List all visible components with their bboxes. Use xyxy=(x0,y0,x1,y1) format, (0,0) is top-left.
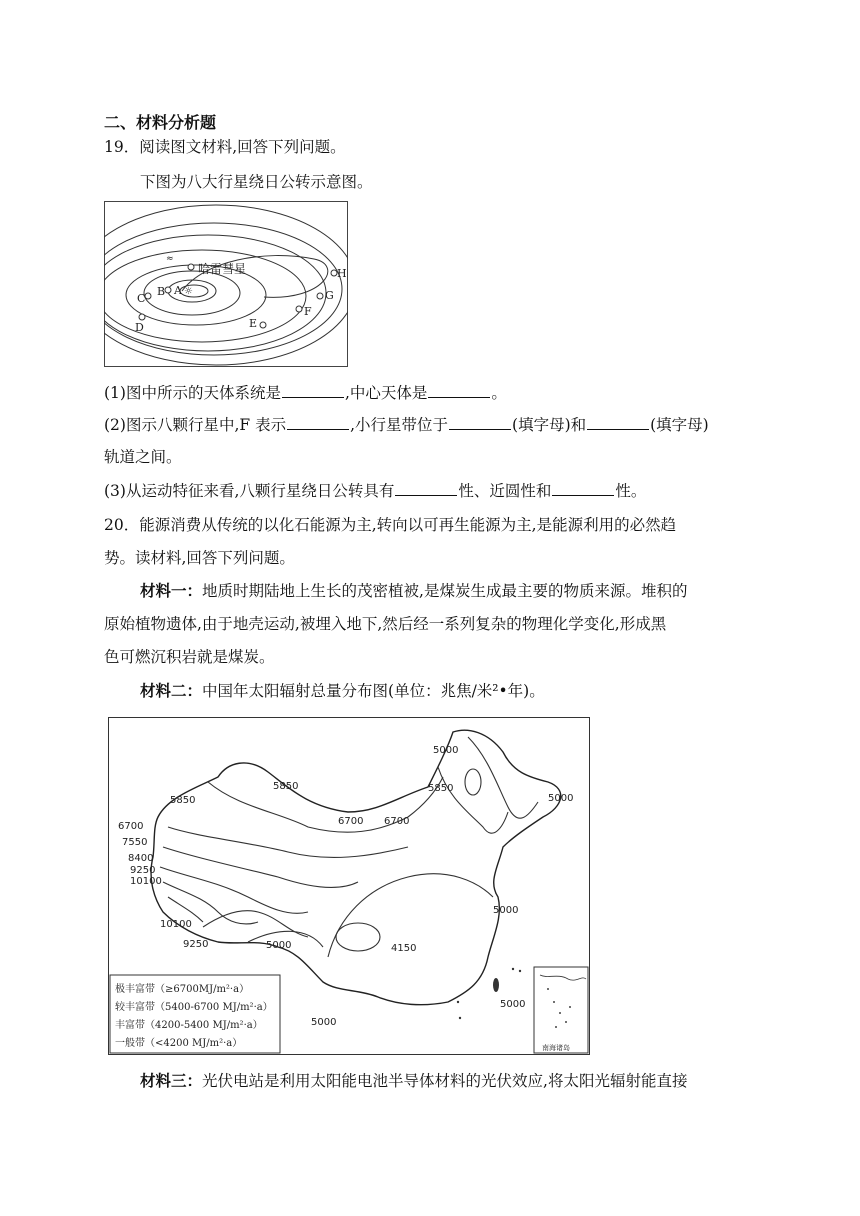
material2-label: 材料二： xyxy=(140,681,203,700)
q20-stem-line1 xyxy=(104,513,676,535)
material2-text: 中国年太阳辐射总量分布图(单位：兆焦/米²•年)。 xyxy=(202,682,545,700)
q19-sub3 xyxy=(104,479,646,501)
legend-item: 极丰富带（≥6700MJ/m²·a） xyxy=(115,984,250,995)
planet-label-b: B xyxy=(157,285,166,298)
legend-item: 较丰富带（5400-6700 MJ/m²·a） xyxy=(115,1002,273,1013)
inset-label: 南海诸岛 xyxy=(542,1044,570,1052)
planet-label-f: F xyxy=(304,305,312,318)
contour-label: 6700 xyxy=(118,821,144,832)
q19-sub1-text-b: ,中心天体是 xyxy=(344,384,428,402)
q20-stem-line2: 势。读材料,回答下列问题。 xyxy=(104,549,295,567)
q19-sub2-text-a: (2)图示八颗行星中,F 表示 xyxy=(104,416,287,434)
comet-label: 哈雷彗星 xyxy=(198,262,247,276)
planet-label-d: D xyxy=(135,321,144,334)
q20-number: 20． xyxy=(104,516,140,534)
material1-label: 材料一： xyxy=(140,581,203,600)
material3-line xyxy=(140,1069,687,1091)
contour-label: 5850 xyxy=(273,781,299,792)
contour-label: 5850 xyxy=(428,783,454,794)
answer-blank[interactable] xyxy=(287,415,349,430)
contour-label: 5000 xyxy=(493,905,519,916)
comet-tail-icon: ≈ xyxy=(166,254,174,264)
q19-sub2-text-c: (填字母)和 xyxy=(512,416,587,434)
section-title: 二、材料分析题 xyxy=(104,113,217,132)
material1-line1 xyxy=(140,579,687,601)
planet-label-a: A xyxy=(174,284,182,297)
answer-blank[interactable] xyxy=(552,481,614,496)
planet-g-marker xyxy=(317,293,323,299)
q20-stem-text: 能源消费从传统的以化石能源为主,转向以可再生能源为主,是能源利用的必然趋 xyxy=(139,516,677,534)
contour-label: 9250 xyxy=(183,939,209,950)
legend-item: 丰富带（4200-5400 MJ/m²·a） xyxy=(115,1020,263,1031)
q19-stem xyxy=(104,135,346,157)
q19-sub3-text-c: 性。 xyxy=(615,482,647,500)
planet-orbit-diagram xyxy=(104,201,348,367)
q19-sub1-text-a: (1)图中所示的天体系统是 xyxy=(104,384,281,402)
contour-label: 5850 xyxy=(170,795,196,806)
planet-label-h: H xyxy=(337,267,347,280)
q19-sub2-cont: 轨道之间。 xyxy=(104,448,182,466)
material1-line3: 色可燃沉积岩就是煤炭。 xyxy=(104,648,275,666)
contour-label: 4150 xyxy=(391,943,417,954)
contour-label: 6700 xyxy=(338,816,364,827)
q19-sub3-text-a: (3)从运动特征来看,八颗行星绕日公转具有 xyxy=(104,482,395,500)
contour-label: 5000 xyxy=(266,940,292,951)
planet-label-c: C xyxy=(137,292,146,305)
answer-blank[interactable] xyxy=(395,481,457,496)
south-china-sea-inset xyxy=(534,967,588,1053)
contour-label: 5000 xyxy=(433,745,459,756)
material3-text: 光伏电站是利用太阳能电池半导体材料的光伏效应,将太阳光辐射能直接 xyxy=(202,1072,688,1090)
material1-text: 地质时期陆地上生长的茂密植被,是煤炭生成最主要的物质来源。堆积的 xyxy=(202,582,688,600)
q19-number: 19． xyxy=(104,138,140,156)
answer-blank[interactable] xyxy=(587,415,649,430)
planet-label-e: E xyxy=(249,317,258,330)
material1-line2: 原始植物遗体,由于地壳运动,被埋入地下,然后经一系列复杂的物理化学变化,形成黑 xyxy=(104,615,667,633)
q19-sub2-text-b: ,小行星带位于 xyxy=(350,416,449,434)
sun-icon: ☼ xyxy=(184,286,193,297)
contour-label: 8400 xyxy=(128,853,154,864)
planet-d-marker xyxy=(139,314,145,320)
material3-label: 材料三： xyxy=(140,1071,203,1090)
material2-line xyxy=(140,679,545,701)
q19-sub1-text-c: 。 xyxy=(491,384,507,402)
q19-sub3-text-b: 性、近圆性和 xyxy=(458,482,552,500)
contour-label: 10100 xyxy=(130,876,162,887)
planet-label-g: G xyxy=(325,289,334,302)
q19-intro: 下图为八大行星绕日公转示意图。 xyxy=(140,173,373,191)
contour-label: 10100 xyxy=(160,919,192,930)
contour-label: 6700 xyxy=(384,816,410,827)
map-legend xyxy=(110,975,280,1053)
contour-label: 9250 xyxy=(130,865,156,876)
contour-label: 7550 xyxy=(122,837,148,848)
q19-sub2 xyxy=(104,413,709,435)
contour-label: 5000 xyxy=(500,999,526,1010)
q19-sub1 xyxy=(104,381,507,403)
legend-item: 一般带（<4200 MJ/m²·a） xyxy=(115,1038,243,1049)
comet-marker xyxy=(188,264,194,270)
q19-sub2-text-d: (填字母) xyxy=(650,416,709,434)
answer-blank[interactable] xyxy=(282,383,344,398)
contour-label: 5000 xyxy=(548,793,574,804)
q19-stem-text: 阅读图文材料,回答下列问题。 xyxy=(139,138,346,156)
planet-e-marker xyxy=(260,322,266,328)
solar-radiation-map xyxy=(108,717,590,1055)
contour-label: 5000 xyxy=(311,1017,337,1028)
answer-blank[interactable] xyxy=(449,415,511,430)
planet-b-marker xyxy=(165,287,171,293)
planet-c-marker xyxy=(145,293,151,299)
planet-f-marker xyxy=(296,306,302,312)
answer-blank[interactable] xyxy=(428,383,490,398)
